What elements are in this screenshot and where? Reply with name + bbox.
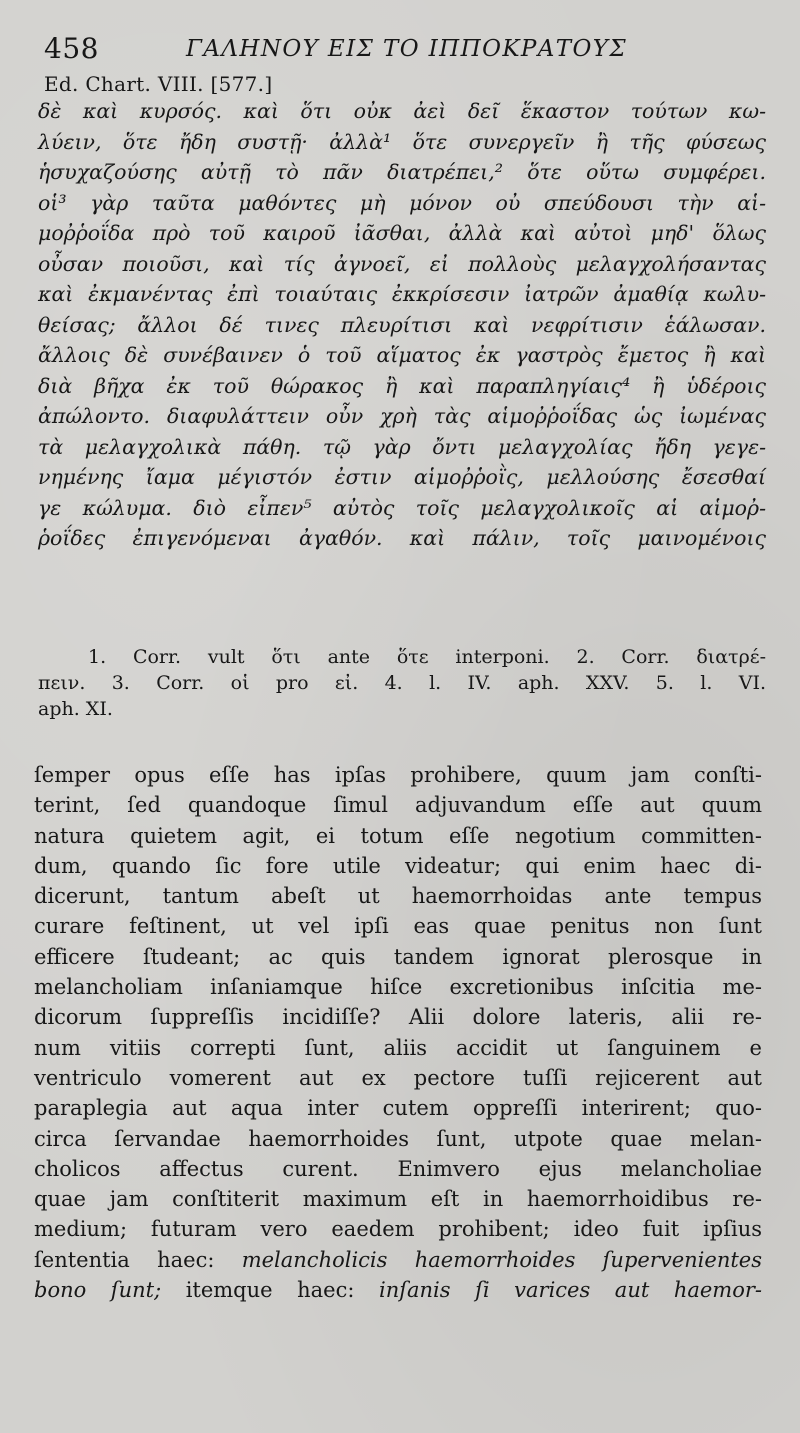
latin-line: num vitiis correpti ſunt, aliis accidit ut ſanguinem e bbox=[34, 1035, 762, 1060]
latin-line: ſemper opus eſſe has ipſas prohibere, quum jam conſti- bbox=[34, 763, 762, 787]
latin-line: medium; futuram vero eaedem prohibent; ideo fuit ipſius bbox=[34, 1217, 762, 1242]
running-head: ΓΑΛΗΝΟΥ ΕΙΣ ΤΟ ΙΠΠΟΚΡΑΤΟΥΣ bbox=[186, 36, 628, 62]
latin-line: efficere ſtudeant; ac quis tandem ignorat plerosque in bbox=[34, 944, 762, 969]
greek-line: μοῤῥοΐδα πρὸ τοῦ καιροῦ ἰᾶσθαι, ἀλλὰ καὶ αὐτοὶ μηδ' ὅλως bbox=[38, 221, 766, 245]
latin-line: melancholiam inſaniamque hiſce excretionibus inſcitia me- bbox=[34, 975, 762, 1000]
latin-line: curare feſtinent, ut vel ipſi eas quae penitus non ſunt bbox=[34, 914, 762, 939]
footnote-line: aph. XI. bbox=[38, 698, 113, 720]
greek-line: νημένης ἴαμα μέγιστόν ἐστιν αἱμοῤῥοῒς, μελλούσης ἔσεσθαί bbox=[38, 465, 766, 489]
latin-text: ſententia haec: bbox=[34, 1247, 242, 1272]
greek-line: τὰ μελαγχολικὰ πάθη. τῷ γὰρ ὄντι μελαγχολίας ἤδη γεγε- bbox=[38, 434, 766, 459]
latin-line: dicerunt, tantum abeſt ut haemorrhoidas ante tempus bbox=[34, 884, 762, 909]
latin-text-block bbox=[34, 760, 762, 1305]
greek-text-block bbox=[38, 96, 766, 554]
aphorism-quote: bono ſunt; bbox=[34, 1278, 162, 1303]
greek-line: ῥοΐδες ἐπιγενόμεναι ἀγαθόν. καὶ πάλιν, τοῖς μαινομένοις bbox=[38, 526, 766, 550]
latin-line: natura quietem agit, ei totum eſſe negotium committen- bbox=[34, 823, 762, 848]
greek-line: δὲ καὶ κυρσός. καὶ ὅτι οὐκ ἀεὶ δεῖ ἕκαστον τούτων κω- bbox=[38, 99, 766, 123]
page-number: 458 bbox=[44, 32, 99, 65]
aphorism-quote: melancholicis haemorrhoides ſupervenientes bbox=[241, 1247, 762, 1272]
latin-line: terint, ſed quandoque ſimul adjuvandum eſſe aut quum bbox=[34, 793, 762, 818]
latin-line-with-quote bbox=[34, 1245, 762, 1275]
greek-line: λύειν, ὅτε ἤδη συστῇ· ἀλλὰ¹ ὅτε συνεργεῖν ἢ τῆς φύσεως bbox=[38, 129, 766, 154]
greek-line: ἄλλοις δὲ συνέβαινεν ὁ τοῦ αἵματος ἐκ γαστρὸς ἔμετος ἢ καὶ bbox=[38, 343, 766, 367]
latin-line: dum, quando ſic fore utile videatur; qui enim haec di- bbox=[34, 853, 762, 878]
footnote-line: πειν. 3. Corr. οἱ pro εἰ. 4. l. IV. aph. XXV. 5. l. VI. bbox=[38, 672, 766, 694]
footnotes bbox=[38, 644, 766, 722]
footnote-line: 1. Corr. vult ὅτι ante ὅτε interponi. 2. Corr. διατρέ- bbox=[88, 646, 766, 668]
greek-line: γε κώλυμα. διὸ εἶπεν⁵ αὐτὸς τοῖς μελαγχολικοῖς αἱ αἱμοῤ- bbox=[38, 495, 766, 520]
greek-line: ἀπώλοντο. διαφυλάττειν οὖν χρὴ τὰς αἱμοῤῥοΐδας ὡς ἰωμένας bbox=[38, 404, 766, 428]
aphorism-quote: inſanis ſi varices aut haemor- bbox=[379, 1278, 762, 1303]
latin-text: itemque haec: bbox=[161, 1278, 379, 1303]
greek-line: ἡσυχαζούσης αὐτῇ τὸ πᾶν διατρέπει,² ὅτε οὕτω συμφέρει. bbox=[38, 160, 766, 184]
page-header bbox=[44, 30, 784, 70]
latin-line: dicorum ſuppreſſis incidiſſe? Alii dolore lateris, alii re- bbox=[34, 1005, 762, 1030]
latin-line-with-quote bbox=[34, 1275, 762, 1305]
latin-line: quae jam conſtiterit maximum eſt in haemorrhoidibus re- bbox=[34, 1187, 762, 1212]
greek-line: καὶ ἐκμανέντας ἐπὶ τοιαύταις ἐκκρίσεσιν ἰατρῶν ἀμαθίᾳ κωλυ- bbox=[38, 282, 766, 306]
greek-line: οὖσαν ποιοῦσι, καὶ τίς ἀγνοεῖ, εἰ πολλοὺς μελαγχολήσαντας bbox=[38, 251, 766, 276]
latin-line: circa ſervandae haemorrhoides ſunt, utpote quae melan- bbox=[34, 1126, 762, 1151]
latin-line: paraplegia aut aqua inter cutem oppreſſi interirent; quo- bbox=[34, 1096, 762, 1121]
edition-reference: Ed. Chart. VIII. [577.] bbox=[44, 72, 273, 96]
latin-line: ventriculo vomerent aut ex pectore tuſſi rejicerent aut bbox=[34, 1065, 762, 1090]
greek-line: διὰ βῆχα ἐκ τοῦ θώρακος ἢ καὶ παραπληγίαις⁴ ἢ ὑδέροις bbox=[38, 373, 766, 398]
greek-line: θείσας; ἄλλοι δέ τινες πλευρίτισι καὶ νεφρίτισιν ἑάλωσαν. bbox=[38, 312, 766, 337]
greek-line: οἱ³ γὰρ ταῦτα μαθόντες μὴ μόνον οὐ σπεύδουσι τὴν αἱ- bbox=[38, 190, 766, 215]
latin-line: cholicos affectus curent. Enimvero ejus melancholiae bbox=[34, 1156, 762, 1181]
